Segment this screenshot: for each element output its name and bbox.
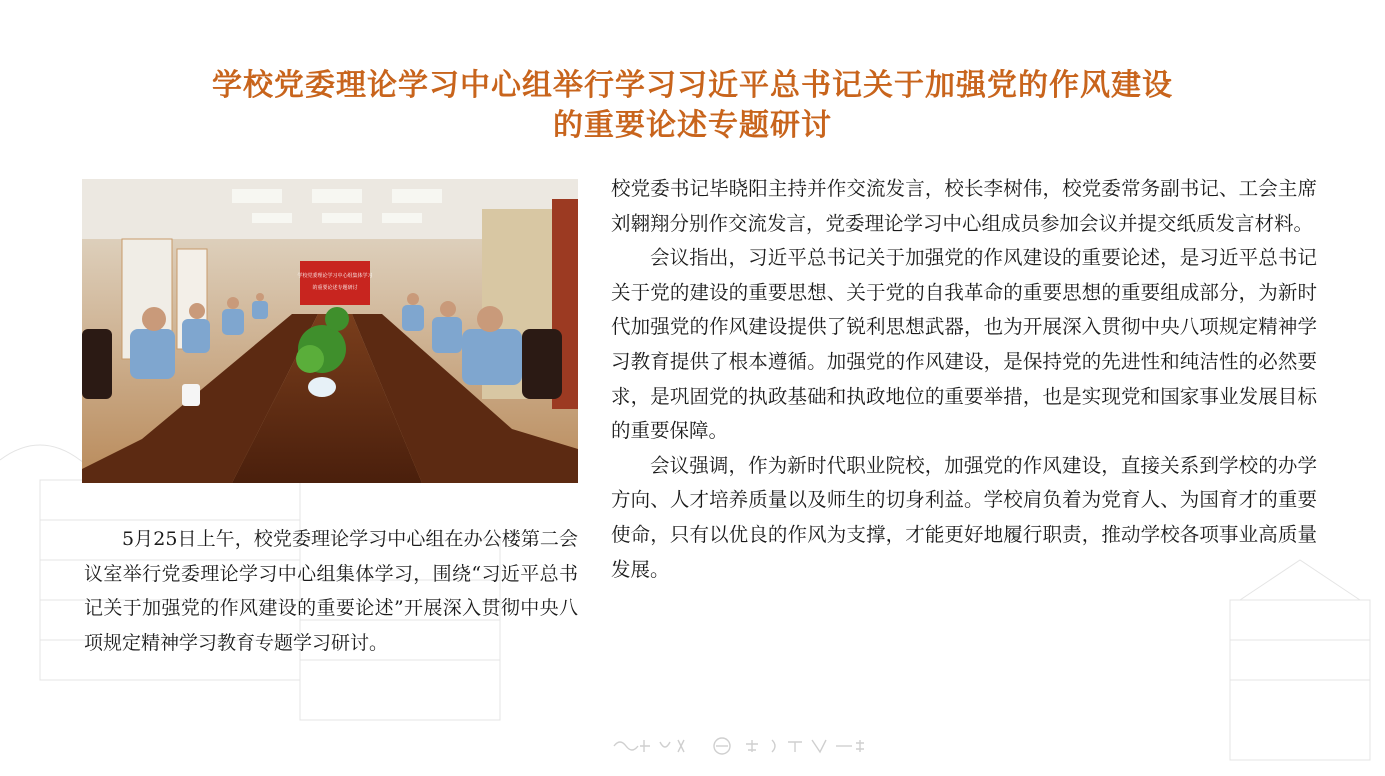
page-title xyxy=(0,66,1385,146)
article-body xyxy=(611,172,1317,587)
paragraph-3: 会议强调，作为新时代职业院校，加强党的作风建设，直接关系到学校的办学方向、人才培养质量以及师生的切身利益。学校肩负着为党育人、为国育才的重要使命，只有以优良的作风为支撑，才能更好地履行职责，推动学校各项事业高质量发展。 xyxy=(611,453,1317,581)
intro-paragraph: 5月25日上午，校党委理论学习中心组在办公楼第二会议室举行党委理论学习中心组集体学习，围绕“习近平总书记关于加强党的作风建设的重要论述”开展深入贯彻中央八项规定精神学习教育专题学习研讨。 xyxy=(84,528,578,654)
svg-text:的重要论述专题研讨: 的重要论述专题研讨 xyxy=(312,285,358,291)
svg-text:学校党委理论学习中心组集体学习: 学校党委理论学习中心组集体学习 xyxy=(297,273,373,279)
paragraph-1: 校党委书记毕晓阳主持并作交流发言，校长李树伟，校党委常务副书记、工会主席刘翱翔分别作交流发言，党委理论学习中心组成员参加会议并提交纸质发言材料。 xyxy=(611,177,1317,235)
decorative-calligraphy xyxy=(612,734,882,758)
title-line-1: 学校党委理论学习中心组举行学习习近平总书记关于加强党的作风建设 xyxy=(212,68,1173,103)
meeting-photo xyxy=(82,179,578,483)
paragraph-2: 会议指出，习近平总书记关于加强党的作风建设的重要论述，是习近平总书记关于党的建设的重要思想、关于党的自我革命的重要思想的重要组成部分，为新时代加强党的作风建设提供了锐利思想武器，也为开展深入贯彻中央八项规定精神学习教育提供了根本遵循。加强党的作风建设，是保持党的先进性和纯洁性的必然要求，是巩固党的执政基础和执政地位的重要举措，也是实现党和国家事业发展目标的重要保障。 xyxy=(611,246,1317,443)
title-line-2: 的重要论述专题研讨 xyxy=(553,108,832,143)
